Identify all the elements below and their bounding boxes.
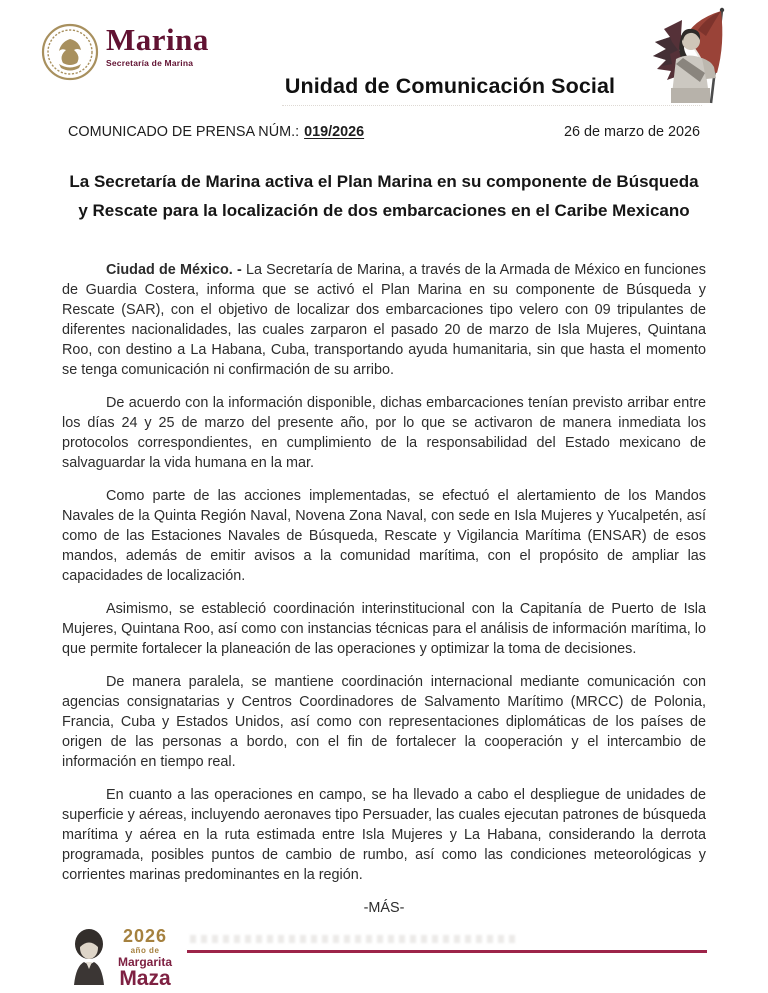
brand-text [106, 22, 209, 68]
campaign-logo [112, 927, 178, 989]
document-title: La Secretaría de Marina activa el Plan Marina en su componente de Búsqueda y Rescate para la localización de dos embarcaciones en el Caribe Mexicano [69, 172, 699, 220]
unit-title: Unidad de Comunicación Social [284, 74, 616, 98]
paragraph-text: Como parte de las acciones implementadas, se efectuó el alertamiento de los Mandos Navales de la Quinta Región Naval, Novena Zona Naval, con sede en Isla Mujeres y Yucalpetén, así como de las Estaciones Navales de Búsqueda, Rescate y Vigilancia Marítima (ENSAR) de esos mandos, además de emitir avisos a la comunidad marítima, con el propósito de ampliar las capacidades de localización. [62, 488, 706, 584]
paragraph-text: De acuerdo con la información disponible, dichas embarcaciones tenían previsto arribar entre los días 24 y 25 de marzo del presente año, por lo que se activaron de manera inmediata los protocolos correspondientes, en cumplimiento de la responsabilidad del Estado mexicano de salvaguardar la vida humana en la mar. [62, 395, 706, 471]
body-paragraph [62, 393, 706, 473]
document-body [62, 260, 706, 931]
footer-accent-rule [187, 950, 707, 953]
campaign-name-first: Margarita [117, 955, 173, 969]
margarita-maza-portrait [64, 924, 114, 986]
body-paragraph [62, 486, 706, 586]
dateline: Ciudad de México. - [106, 262, 242, 278]
brand-name: Marina [106, 22, 209, 57]
bulletin-id [68, 124, 364, 140]
faint-footer-text [190, 935, 520, 943]
body-paragraph [62, 260, 706, 380]
body-paragraph [62, 672, 706, 772]
continuation-mark: -MÁS- [363, 900, 405, 916]
release-date: 26 de marzo de 2026 [563, 124, 700, 140]
campaign-name-last: Maza [119, 967, 171, 990]
paragraph-text: De manera paralela, se mantiene coordinación internacional mediante comunicación con agencias consignatarias y Centros Coordinadores de Salvamento Marítimo (MRCC) de Polonia, Francia, Cuba y Estados Unidos, así como con representaciones diplomáticas de los países de origen de las personas a bordo, con el fin de fortalecer la cooperación y el intercambio de información en tiempo real. [62, 674, 706, 770]
body-paragraph [62, 599, 706, 659]
mexican-eagle-seal-icon [40, 22, 100, 82]
paragraph-text: En cuanto a las operaciones en campo, se ha llevado a cabo el despliegue de unidades de superficie y aéreas, incluyendo aeronaves tipo Persuader, las cuales ejecutan patrones de búsqueda marítima y aérea en la ruta estimada entre Isla Mujeres y La Habana, considerando la derrota programada, posibles puntos de cambio de rumbo, así como las condiciones meteorológicas y corrientes marinas predominantes en la región. [62, 787, 706, 883]
brand-subtitle: Secretaría de Marina [106, 58, 194, 68]
bulletin-number: 019/2026 [304, 124, 365, 140]
paragraph-text: Asimismo, se estableció coordinación interinstitucional con la Capitanía de Puerto de Isla Mujeres, Quintana Roo, así como con instancias técnicas para el análisis de información marítima, lo que permite fortalecer la planeación de las operaciones y optimizar la toma de decisiones. [62, 601, 706, 657]
unit-title-rule [282, 105, 702, 106]
marina-logo [40, 22, 209, 82]
meta-row [68, 124, 700, 140]
campaign-line: año de [130, 946, 160, 955]
paragraph-text: La Secretaría de Marina, a través de la Armada de México en funciones de Guardia Costera, informa que se activó el Plan Marina en su componente de Búsqueda y Rescate (SAR), con el objetivo de localizar dos embarcaciones tipo velero con 09 tripulantes de diferentes nacionalidades, las cuales zarparon el pasado 20 de marzo de Isla Mujeres, Quintana Roo, con destino a La Habana, Cuba, transportando ayuda humanitaria, sin que hasta el momento se tenga comunicación ni confirmación de su arribo. [62, 262, 706, 378]
body-paragraph [62, 785, 706, 885]
bulletin-label: COMUNICADO DE PRENSA NÚM.: [68, 124, 300, 140]
campaign-year: 2026 [122, 926, 168, 946]
